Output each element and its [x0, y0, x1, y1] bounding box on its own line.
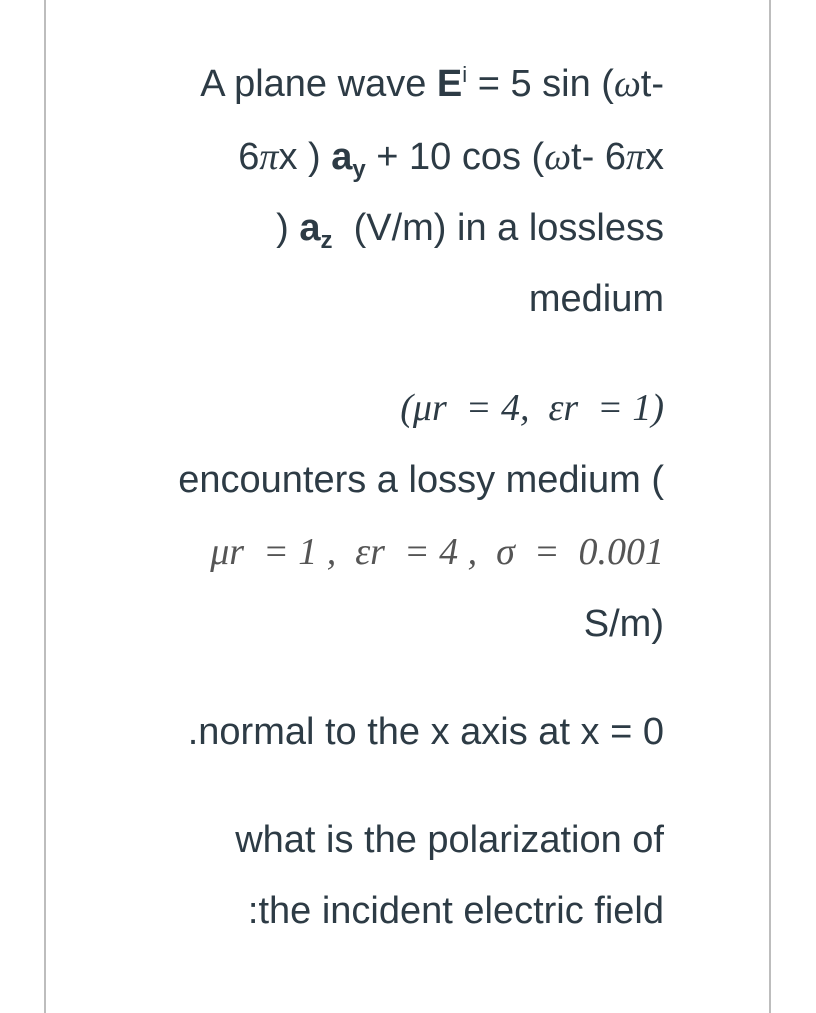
- question-card: [44, 0, 771, 1013]
- text-fragment: (V/m) in a lossless: [332, 207, 664, 249]
- unit-vector-ay: a: [331, 136, 353, 178]
- text-fragment: A plane wave: [200, 63, 437, 105]
- text-fragment: encounters a lossy medium (: [178, 459, 664, 501]
- text-fragment: = 5 sin (: [467, 63, 614, 105]
- question-line-3: [276, 206, 664, 254]
- text-fragment: :the incident electric field: [247, 890, 664, 932]
- math-expression: μr = 1 , εr = 4 , σ = 0.001: [210, 531, 664, 573]
- question-line-11: [248, 889, 664, 933]
- pi-symbol: π: [625, 136, 645, 178]
- text-fragment: x: [645, 136, 664, 178]
- question-line-10: [235, 818, 664, 862]
- omega-symbol: ω: [613, 63, 641, 105]
- text-fragment: medium: [528, 278, 664, 320]
- subscript-z: z: [320, 227, 333, 254]
- question-line-9: [188, 710, 664, 754]
- question-line-1: [200, 62, 664, 106]
- omega-symbol: ω: [544, 136, 572, 178]
- text-fragment: + 10 cos (: [365, 136, 545, 178]
- field-symbol: E: [436, 63, 463, 105]
- text-fragment: what is the polarization of: [235, 819, 664, 861]
- text-fragment: t-: [640, 63, 664, 105]
- text-fragment: S/m): [583, 603, 664, 645]
- text-fragment: 6: [238, 136, 260, 178]
- math-expression: (μr = 4, εr = 1): [400, 387, 664, 429]
- question-line-4: [529, 277, 664, 321]
- lossless-medium-params: [400, 386, 664, 430]
- subscript-y: y: [352, 156, 366, 183]
- question-line-6: [178, 458, 664, 502]
- text-fragment: t- 6: [571, 136, 626, 178]
- text-fragment: .normal to the x axis at x = 0: [187, 711, 664, 753]
- question-line-2: [238, 135, 664, 183]
- text-fragment: x ): [278, 136, 332, 178]
- unit-vector-az: a: [299, 207, 321, 249]
- superscript-i: i: [462, 62, 468, 87]
- question-line-8: [584, 602, 664, 646]
- lossy-medium-params: [210, 530, 664, 574]
- text-fragment: ): [276, 207, 300, 249]
- pi-symbol: π: [259, 136, 279, 178]
